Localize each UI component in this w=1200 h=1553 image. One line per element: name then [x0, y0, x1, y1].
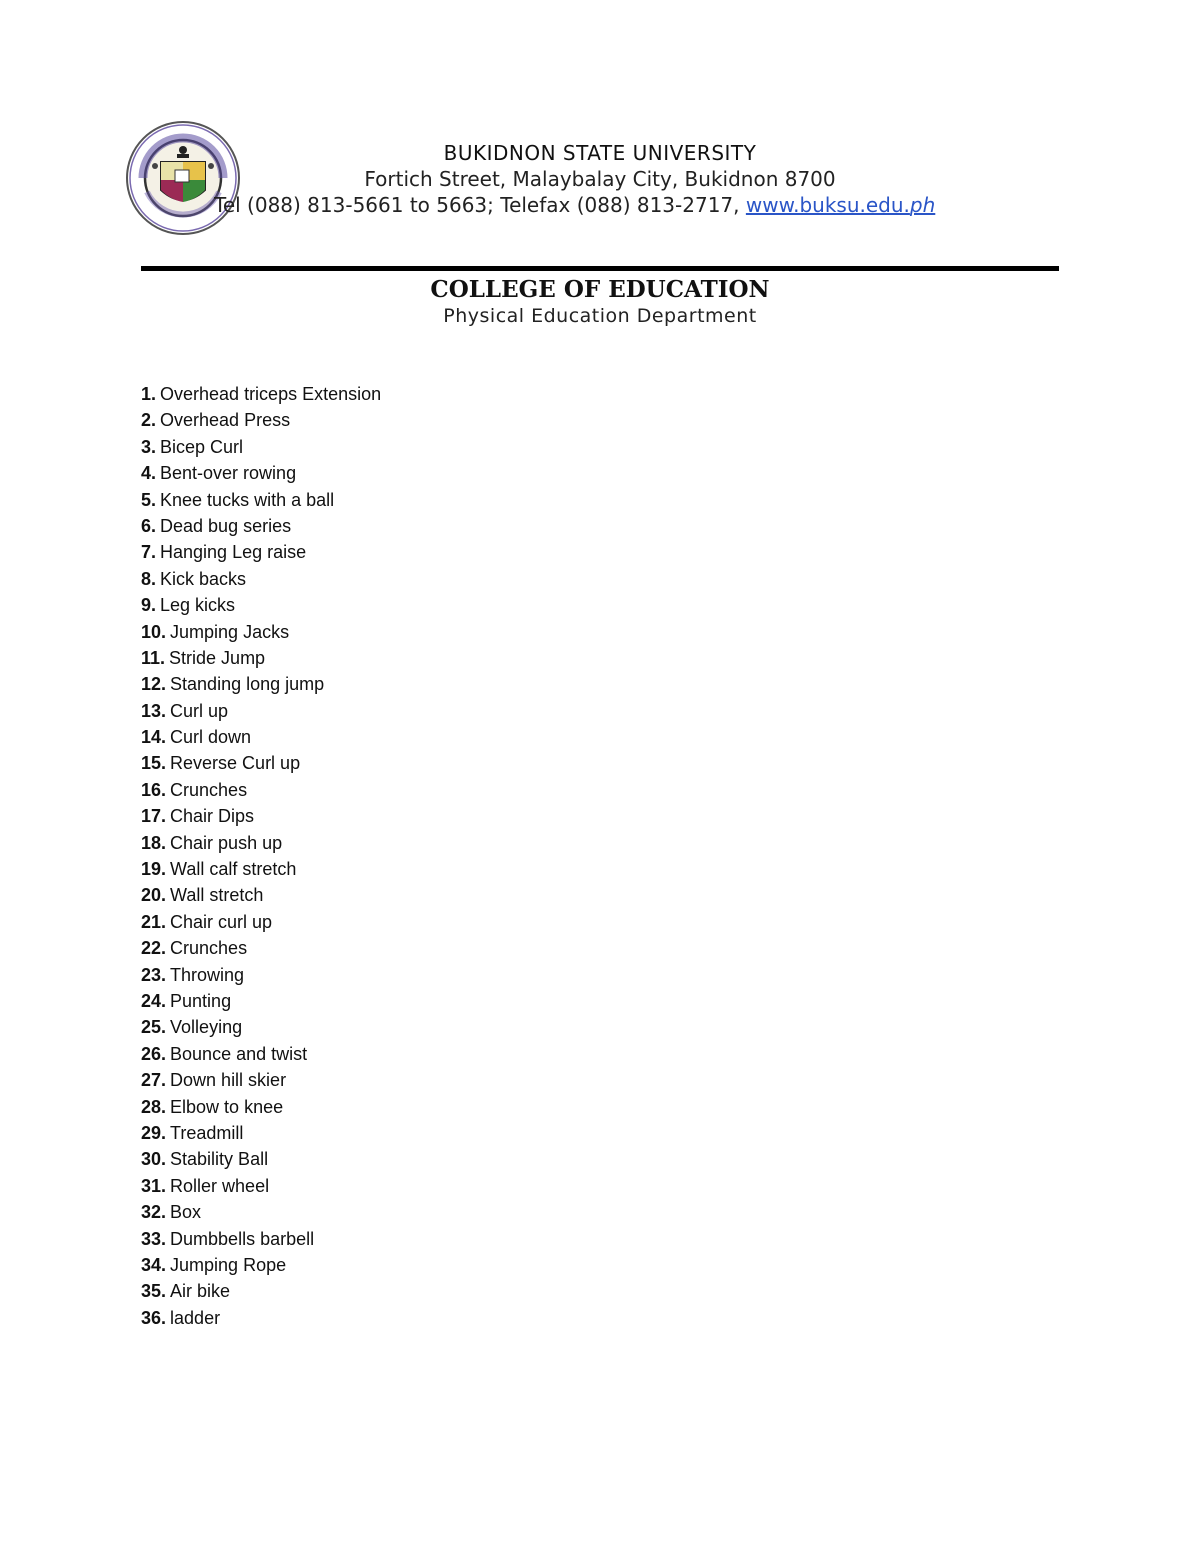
list-item — [141, 724, 381, 750]
contact-phone: Tel (088) 813-5661 to 5663; Telefax (088) 813-2717, — [214, 193, 746, 217]
list-item — [141, 381, 381, 407]
list-item — [141, 856, 381, 882]
list-item — [141, 698, 381, 724]
list-item-number: 15. — [141, 753, 167, 774]
list-item-label: Overhead Press — [160, 410, 291, 431]
list-item — [141, 962, 381, 988]
list-item-number: 33. — [141, 1228, 167, 1249]
list-item-number: 4. — [141, 463, 157, 484]
list-item-number: 22. — [141, 938, 167, 959]
list-item-number: 21. — [141, 911, 167, 932]
list-item-number: 19. — [141, 859, 167, 880]
list-item-label: Leg kicks — [160, 595, 236, 616]
website-tld: ph — [909, 193, 936, 217]
list-item-number: 17. — [141, 806, 167, 827]
list-item — [141, 407, 381, 433]
list-item-label: Jumping Jacks — [170, 621, 290, 642]
website-link[interactable] — [746, 193, 935, 217]
list-item — [141, 1173, 381, 1199]
list-item — [141, 592, 381, 618]
list-item-number: 26. — [141, 1043, 167, 1064]
list-item-number: 16. — [141, 779, 167, 800]
list-item-label: Throwing — [170, 964, 245, 985]
list-item — [141, 1041, 381, 1067]
list-item-label: Bicep Curl — [160, 436, 244, 457]
list-item-label: ladder — [170, 1307, 221, 1328]
list-item-number: 28. — [141, 1096, 167, 1117]
list-item-number: 11. — [141, 647, 166, 668]
list-item-number: 14. — [141, 727, 167, 748]
list-item-number: 25. — [141, 1017, 167, 1038]
list-item-label: Stride Jump — [169, 647, 266, 668]
list-item-label: Overhead triceps Extension — [160, 384, 382, 404]
list-item-label: Chair curl up — [170, 911, 273, 932]
list-item-label: Box — [170, 1202, 202, 1223]
list-item-label: Treadmill — [170, 1122, 244, 1143]
list-item-number: 24. — [141, 990, 167, 1011]
list-item-number: 13. — [141, 700, 167, 721]
list-item — [141, 1278, 381, 1304]
list-item — [141, 619, 381, 645]
list-item — [141, 460, 381, 486]
list-item-number: 5. — [141, 489, 157, 510]
list-item-label: Crunches — [170, 938, 248, 959]
list-item — [141, 1226, 381, 1252]
list-item-label: Down hill skier — [170, 1070, 287, 1091]
list-item — [141, 566, 381, 592]
list-item-label: Jumping Rope — [170, 1254, 287, 1275]
list-item — [141, 513, 381, 539]
list-item-label: Roller wheel — [170, 1175, 270, 1196]
university-contact — [214, 192, 935, 218]
list-item — [141, 750, 381, 776]
list-item — [141, 1120, 381, 1146]
list-item — [141, 935, 381, 961]
list-item — [141, 909, 381, 935]
list-item-number: 27. — [141, 1070, 167, 1091]
list-item-label: Punting — [170, 990, 232, 1011]
list-item — [141, 487, 381, 513]
university-header — [0, 140, 1200, 192]
list-item-number: 10. — [141, 621, 167, 642]
list-item-number: 30. — [141, 1149, 167, 1170]
list-item-number: 29. — [141, 1122, 167, 1143]
list-item-number: 31. — [141, 1175, 167, 1196]
website-main: www.buksu.edu. — [745, 193, 910, 217]
list-item-number: 1. — [141, 384, 157, 404]
list-item-label: Bent-over rowing — [160, 463, 297, 484]
list-item-number: 9. — [141, 595, 157, 616]
list-item-label: Reverse Curl up — [170, 753, 301, 774]
list-item-number: 35. — [141, 1281, 167, 1302]
list-item — [141, 777, 381, 803]
list-item-label: Elbow to knee — [170, 1096, 284, 1117]
list-item — [141, 988, 381, 1014]
list-item-label: Stability Ball — [170, 1149, 269, 1170]
list-item — [141, 1094, 381, 1120]
list-item — [141, 1252, 381, 1278]
department-subtitle: Physical Education Department — [443, 305, 757, 327]
list-item — [141, 1305, 381, 1331]
list-item — [141, 645, 381, 671]
list-item-label: Crunches — [170, 779, 248, 800]
list-item-number: 36. — [141, 1307, 167, 1328]
list-item-label: Dumbbells barbell — [170, 1228, 315, 1249]
list-item-number: 32. — [141, 1202, 167, 1223]
list-item-number: 6. — [141, 515, 157, 536]
university-address: Fortich Street, Malaybalay City, Bukidnon 8700 — [364, 167, 836, 191]
list-item-number: 20. — [141, 885, 167, 906]
list-item — [141, 1067, 381, 1093]
list-item-number: 7. — [141, 542, 157, 563]
list-item-number: 8. — [141, 568, 157, 589]
list-item-number: 34. — [141, 1254, 167, 1275]
list-item-label: Chair Dips — [170, 806, 255, 827]
list-item-label: Curl down — [170, 727, 252, 748]
list-item-number: 23. — [141, 964, 167, 985]
list-item-label: Standing long jump — [170, 674, 325, 695]
list-item-number: 2. — [141, 410, 157, 431]
list-item-number: 3. — [141, 436, 157, 457]
list-item — [141, 434, 381, 460]
list-item-number: 18. — [141, 832, 167, 853]
list-item — [141, 882, 381, 908]
list-item-label: Dead bug series — [160, 515, 292, 536]
list-item — [141, 1199, 381, 1225]
list-item-label: Bounce and twist — [170, 1043, 308, 1064]
list-item-label: Curl up — [170, 700, 229, 721]
list-item — [141, 539, 381, 565]
list-item — [141, 830, 381, 856]
list-item-label: Wall calf stretch — [170, 859, 297, 880]
list-item-label: Kick backs — [160, 568, 247, 589]
list-item — [141, 1014, 381, 1040]
list-item-label: Knee tucks with a ball — [160, 489, 335, 510]
list-item-number: 12. — [141, 674, 167, 695]
college-title: COLLEGE OF EDUCATION — [430, 276, 770, 303]
list-item — [141, 671, 381, 697]
exercise-list — [141, 381, 381, 1331]
list-item — [141, 803, 381, 829]
header-divider — [141, 266, 1059, 271]
list-item — [141, 1146, 381, 1172]
list-item-label: Air bike — [170, 1281, 231, 1302]
list-item-label: Hanging Leg raise — [160, 542, 307, 563]
list-item-label: Chair push up — [170, 832, 283, 853]
list-item-label: Wall stretch — [170, 885, 264, 906]
university-name: BUKIDNON STATE UNIVERSITY — [443, 141, 757, 165]
list-item-label: Volleying — [170, 1017, 243, 1038]
